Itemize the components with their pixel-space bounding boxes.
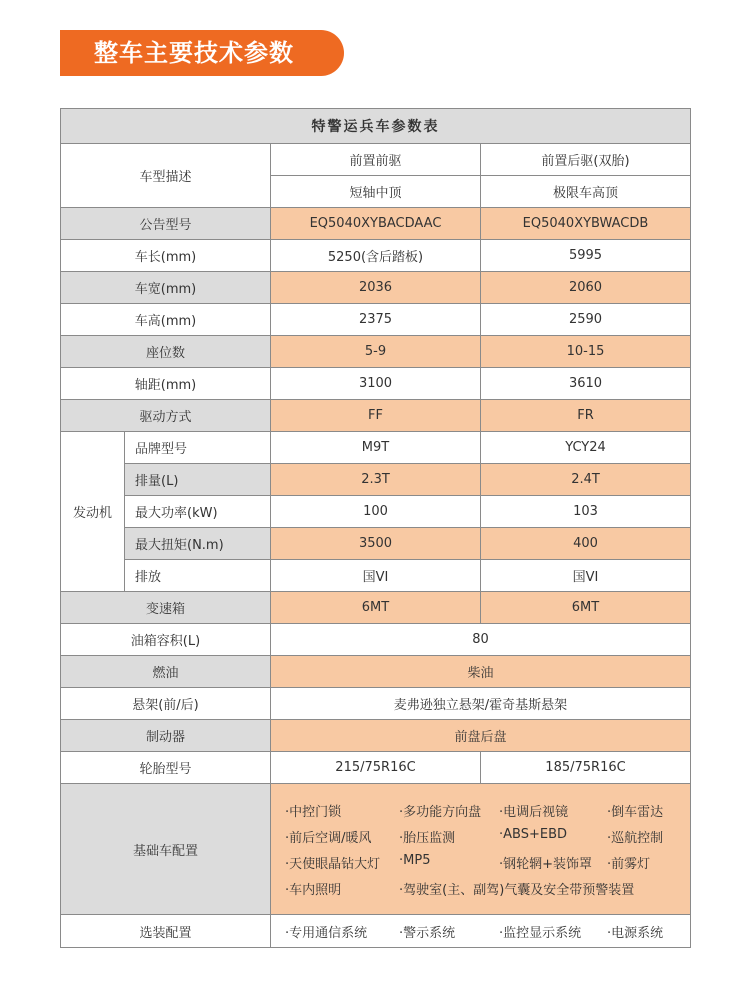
table-row	[61, 368, 691, 400]
row-label: 品牌型号	[125, 432, 271, 464]
table-row	[61, 528, 691, 560]
table-row	[61, 304, 691, 336]
model-desc-col1-line2: 短轴中顶	[271, 176, 481, 208]
list-item: ·中控门锁	[285, 804, 342, 820]
fuel-tank-label: 油箱容积(L)	[61, 624, 271, 656]
table-row	[61, 592, 691, 624]
row-label: 驱动方式	[61, 400, 271, 432]
row-value-2: 103	[481, 496, 691, 528]
spec-table	[60, 108, 691, 948]
row-value-1: 3500	[271, 528, 481, 560]
fuel-value: 柴油	[271, 656, 691, 688]
row-value-2: 3610	[481, 368, 691, 400]
row-value-1: 2.3T	[271, 464, 481, 496]
table-row	[61, 624, 691, 656]
tire-value-1: 215/75R16C	[271, 752, 481, 784]
suspension-value: 麦弗逊独立悬架/霍奇基斯悬架	[271, 688, 691, 720]
row-label: 最大功率(kW)	[125, 496, 271, 528]
list-item: ·警示系统	[399, 925, 456, 941]
model-desc-col1-line1: 前置前驱	[271, 144, 481, 176]
row-value-2: YCY24	[481, 432, 691, 464]
list-item: ·天使眼晶钻大灯	[285, 856, 381, 872]
tire-label: 轮胎型号	[61, 752, 271, 784]
list-item: ·监控显示系统	[499, 925, 582, 941]
engine-group-label: 发动机	[61, 432, 125, 592]
row-value-2: EQ5040XYBWACDB	[481, 208, 691, 240]
row-value-1: 国VI	[271, 560, 481, 592]
list-item: ·电源系统	[607, 925, 664, 941]
table-row	[61, 688, 691, 720]
base-config-label: 基础车配置	[61, 784, 271, 915]
row-value-2: 2060	[481, 272, 691, 304]
optional-config-items	[271, 915, 691, 948]
suspension-label: 悬架(前/后)	[61, 688, 271, 720]
list-item: ·前雾灯	[607, 856, 651, 872]
brake-label: 制动器	[61, 720, 271, 752]
table-row	[61, 272, 691, 304]
row-value-2: 2590	[481, 304, 691, 336]
section-title-banner: 整车主要技术参数	[60, 30, 344, 76]
row-label: 排量(L)	[125, 464, 271, 496]
row-value-1: 2375	[271, 304, 481, 336]
table-row	[61, 464, 691, 496]
row-value-2: 400	[481, 528, 691, 560]
model-desc-col2-line2: 极限车高顶	[481, 176, 691, 208]
base-config-items	[271, 784, 691, 915]
list-item: ·多功能方向盘	[399, 804, 482, 820]
row-label: 车高(mm)	[61, 304, 271, 336]
list-item: ·电调后视镜	[499, 804, 569, 820]
table-row	[61, 208, 691, 240]
row-label: 排放	[125, 560, 271, 592]
fuel-tank-value: 80	[271, 624, 691, 656]
row-label: 车长(mm)	[61, 240, 271, 272]
table-row	[61, 336, 691, 368]
gearbox-label: 变速箱	[61, 592, 271, 624]
table-row	[61, 784, 691, 915]
row-value-1: 100	[271, 496, 481, 528]
optional-config-label: 选装配置	[61, 915, 271, 948]
list-item: ·钢轮辋+装饰罩	[499, 856, 593, 872]
table-row	[61, 656, 691, 688]
tire-value-2: 185/75R16C	[481, 752, 691, 784]
row-value-1: EQ5040XYBACDAAC	[271, 208, 481, 240]
table-row	[61, 915, 691, 948]
row-value-2: 10-15	[481, 336, 691, 368]
row-value-1: 3100	[271, 368, 481, 400]
table-row	[61, 496, 691, 528]
table-row	[61, 432, 691, 464]
row-label: 最大扭矩(N.m)	[125, 528, 271, 560]
table-row	[61, 752, 691, 784]
fuel-label: 燃油	[61, 656, 271, 688]
list-item: ·胎压监测	[399, 830, 456, 846]
gearbox-value-1: 6MT	[271, 592, 481, 624]
table-row	[61, 240, 691, 272]
table-row	[61, 560, 691, 592]
row-label: 轴距(mm)	[61, 368, 271, 400]
table-row	[61, 400, 691, 432]
row-label: 公告型号	[61, 208, 271, 240]
list-item: ·前后空调/暖风	[285, 830, 372, 846]
brake-value: 前盘后盘	[271, 720, 691, 752]
gearbox-value-2: 6MT	[481, 592, 691, 624]
row-value-1: 2036	[271, 272, 481, 304]
row-value-2: 国VI	[481, 560, 691, 592]
list-item: ·巡航控制	[607, 830, 664, 846]
list-item: ·MP5	[399, 852, 431, 868]
list-item: ·驾驶室(主、副驾)气囊及安全带预警装置	[399, 882, 635, 898]
list-item: ·ABS+EBD	[499, 826, 568, 842]
row-value-1: M9T	[271, 432, 481, 464]
row-value-2: FR	[481, 400, 691, 432]
model-desc-col2-line1: 前置后驱(双胎)	[481, 144, 691, 176]
row-value-1: 5-9	[271, 336, 481, 368]
list-item: ·车内照明	[285, 882, 342, 898]
table-row	[61, 720, 691, 752]
row-label: 车宽(mm)	[61, 272, 271, 304]
row-value-2: 2.4T	[481, 464, 691, 496]
table-title: 特警运兵车参数表	[61, 109, 691, 144]
row-value-1: 5250(含后踏板)	[271, 240, 481, 272]
row-value-2: 5995	[481, 240, 691, 272]
row-label: 座位数	[61, 336, 271, 368]
list-item: ·专用通信系统	[285, 925, 368, 941]
model-desc-label: 车型描述	[61, 144, 271, 208]
list-item: ·倒车雷达	[607, 804, 664, 820]
row-value-1: FF	[271, 400, 481, 432]
